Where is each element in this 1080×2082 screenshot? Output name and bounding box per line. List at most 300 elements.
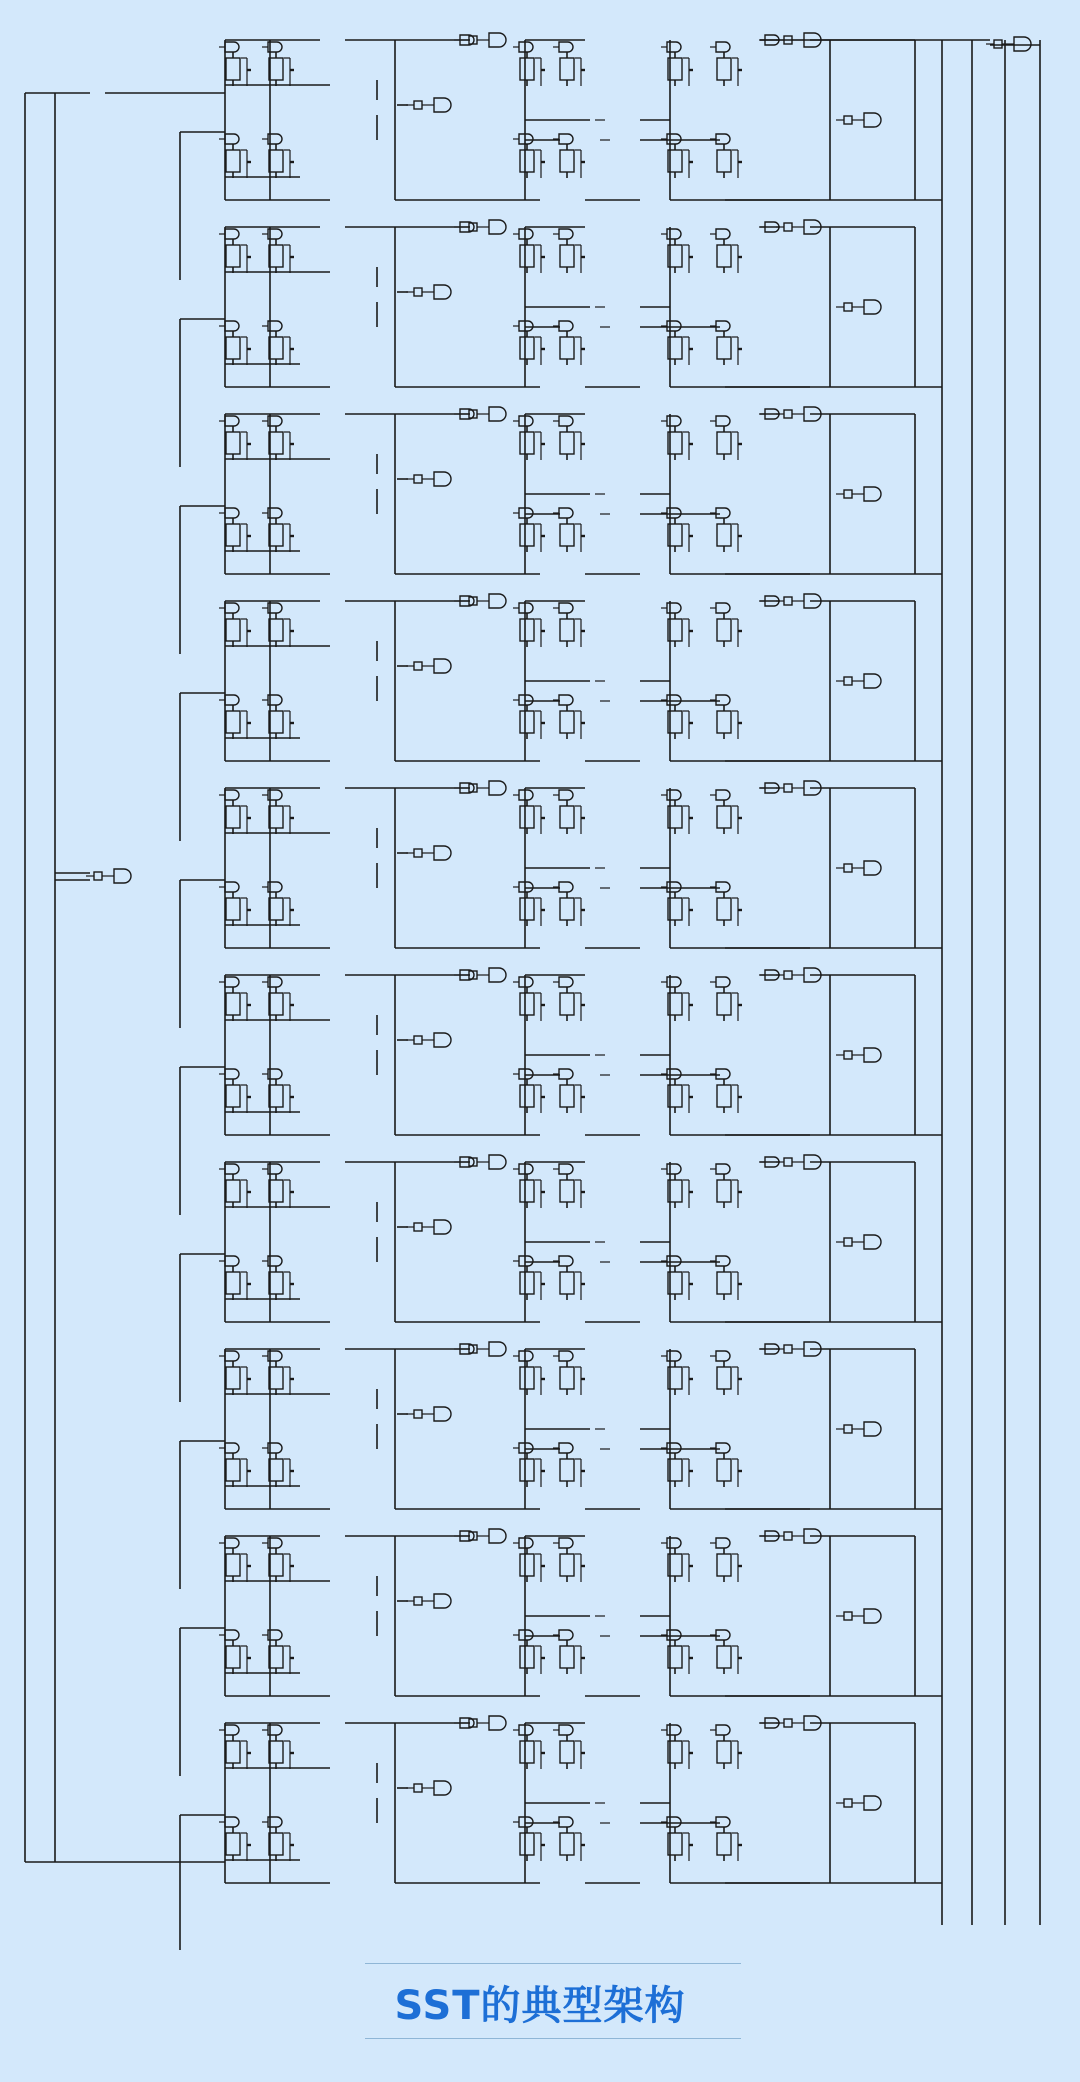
switch-device-icon — [520, 711, 534, 733]
dc-link — [345, 414, 540, 574]
switch-device-icon — [520, 1833, 534, 1855]
left-bus-rails — [25, 93, 225, 1862]
gate-driver-icon — [667, 1538, 681, 1548]
switch-device-icon — [560, 524, 574, 546]
switch-device-icon — [520, 1180, 534, 1202]
gate-driver-icon — [225, 1725, 239, 1735]
output-terminal-icon — [434, 1781, 451, 1795]
filter-node-icon — [414, 1410, 422, 1418]
gate-driver-icon — [559, 134, 573, 144]
switch-device-icon — [560, 1646, 574, 1668]
gate-driver-icon — [667, 134, 681, 144]
switch-device-icon — [269, 993, 283, 1015]
output-bridge — [454, 220, 640, 387]
gate-driver-icon — [667, 882, 681, 892]
switch-device-icon — [520, 1459, 534, 1481]
filter-node-icon — [844, 1238, 852, 1246]
switch-device-icon — [520, 1554, 534, 1576]
caption-rule-top — [365, 1963, 741, 1964]
dc-link — [345, 1162, 540, 1322]
switch-device-icon — [717, 524, 731, 546]
output-terminal-icon — [489, 594, 506, 608]
filter-node-icon — [784, 1158, 792, 1166]
switch-device-icon — [520, 993, 534, 1015]
filter-node-icon — [414, 1597, 422, 1605]
gate-driver-icon — [225, 1351, 239, 1361]
gate-driver-icon — [559, 790, 573, 800]
output-terminal-icon — [864, 487, 881, 501]
switch-device-icon — [560, 337, 574, 359]
switch-device-icon — [560, 432, 574, 454]
input-bridge — [180, 601, 330, 841]
gate-driver-icon — [519, 416, 533, 426]
switch-device-icon — [717, 1459, 731, 1481]
gate-driver-icon — [519, 1443, 533, 1453]
switch-device-icon — [226, 806, 240, 828]
gate-driver-icon — [716, 508, 730, 518]
dc-link — [345, 40, 540, 200]
gate-driver-icon — [225, 1443, 239, 1453]
output-terminal-icon — [864, 674, 881, 688]
gate-driver-icon — [716, 229, 730, 239]
output-terminal-icon — [489, 1716, 506, 1730]
gate-driver-icon — [519, 695, 533, 705]
gate-driver-icon — [716, 1630, 730, 1640]
gate-driver-icon — [716, 1164, 730, 1174]
switch-device-icon — [269, 245, 283, 267]
gate-driver-icon — [716, 1443, 730, 1453]
stage-3 — [180, 407, 942, 654]
switch-device-icon — [560, 1180, 574, 1202]
gate-driver-icon — [667, 1069, 681, 1079]
dc-link — [345, 601, 540, 761]
output-terminal-icon — [864, 113, 881, 127]
switch-device-icon — [520, 806, 534, 828]
gate-driver-icon — [519, 603, 533, 613]
switch-device-icon — [269, 1459, 283, 1481]
switch-device-icon — [520, 1741, 534, 1763]
gate-driver-icon — [559, 977, 573, 987]
output-terminal-icon — [1014, 37, 1031, 51]
switch-device-icon — [269, 711, 283, 733]
switch-device-icon — [717, 150, 731, 172]
switch-device-icon — [560, 711, 574, 733]
gate-driver-icon — [716, 882, 730, 892]
switch-device-icon — [560, 1459, 574, 1481]
output-bridge — [454, 1342, 640, 1509]
gate-driver-icon — [225, 1069, 239, 1079]
switch-device-icon — [226, 524, 240, 546]
output-terminal-icon — [434, 285, 451, 299]
gate-driver-icon — [667, 42, 681, 52]
gate-driver-icon — [559, 508, 573, 518]
gate-driver-icon — [559, 1164, 573, 1174]
output-filter — [640, 594, 942, 761]
switch-device-icon — [560, 1272, 574, 1294]
gate-driver-icon — [716, 790, 730, 800]
filter-node-icon — [94, 872, 102, 880]
switch-device-icon — [560, 1367, 574, 1389]
gate-driver-icon — [519, 134, 533, 144]
output-filter — [640, 407, 942, 574]
gate-driver-icon — [559, 42, 573, 52]
switch-device-icon — [226, 58, 240, 80]
switch-device-icon — [269, 1554, 283, 1576]
switch-device-icon — [717, 432, 731, 454]
filter-node-icon — [414, 662, 422, 670]
gate-driver-icon — [225, 508, 239, 518]
gate-driver-icon — [519, 1630, 533, 1640]
switch-device-icon — [226, 993, 240, 1015]
filter-node-icon — [414, 1784, 422, 1792]
switch-device-icon — [520, 58, 534, 80]
switch-device-icon — [520, 337, 534, 359]
gate-driver-icon — [519, 977, 533, 987]
switch-device-icon — [560, 806, 574, 828]
gate-driver-icon — [667, 1351, 681, 1361]
gate-driver-icon — [519, 1351, 533, 1361]
filter-node-icon — [784, 223, 792, 231]
gate-driver-icon — [559, 695, 573, 705]
output-bridge — [454, 407, 640, 574]
switch-device-icon — [269, 1272, 283, 1294]
output-filter — [640, 33, 942, 200]
switch-device-icon — [717, 1367, 731, 1389]
output-terminal-icon — [489, 1342, 506, 1356]
gate-driver-icon — [667, 1725, 681, 1735]
gate-driver-icon — [559, 1069, 573, 1079]
gate-driver-icon — [225, 1256, 239, 1266]
gate-driver-icon — [667, 321, 681, 331]
filter-node-icon — [844, 1799, 852, 1807]
gate-driver-icon — [716, 1817, 730, 1827]
gate-driver-icon — [559, 1725, 573, 1735]
output-filter — [640, 1155, 942, 1322]
output-bridge — [454, 1155, 640, 1322]
switch-device-icon — [560, 245, 574, 267]
output-terminal-icon — [489, 33, 506, 47]
gate-driver-icon — [667, 416, 681, 426]
gate-driver-icon — [667, 508, 681, 518]
stage-10 — [180, 1716, 942, 1950]
gate-driver-icon — [519, 1164, 533, 1174]
gate-driver-icon — [519, 1817, 533, 1827]
output-terminal-icon — [489, 781, 506, 795]
switch-device-icon — [269, 524, 283, 546]
switch-device-icon — [520, 1646, 534, 1668]
output-bridge — [454, 33, 640, 200]
input-bridge — [180, 975, 330, 1215]
output-bridge — [454, 781, 640, 948]
output-bridge — [454, 968, 640, 1135]
gate-driver-icon — [225, 1630, 239, 1640]
gate-driver-icon — [519, 790, 533, 800]
switch-device-icon — [560, 150, 574, 172]
switch-device-icon — [520, 524, 534, 546]
switch-device-icon — [269, 1085, 283, 1107]
filter-node-icon — [414, 101, 422, 109]
switch-device-icon — [226, 1554, 240, 1576]
switch-device-icon — [269, 58, 283, 80]
filter-node-icon — [844, 864, 852, 872]
switch-device-icon — [560, 1554, 574, 1576]
gate-driver-icon — [225, 790, 239, 800]
dc-link — [345, 227, 540, 387]
input-bridge — [180, 1723, 330, 1950]
gate-driver-icon — [716, 695, 730, 705]
gate-driver-icon — [225, 695, 239, 705]
switch-device-icon — [717, 1085, 731, 1107]
gate-driver-icon — [667, 229, 681, 239]
output-filter — [640, 968, 942, 1135]
output-terminal-icon — [864, 1609, 881, 1623]
output-terminal-icon — [434, 1407, 451, 1421]
filter-node-icon — [844, 490, 852, 498]
switch-device-icon — [717, 337, 731, 359]
gate-driver-icon — [559, 321, 573, 331]
gate-driver-icon — [716, 1256, 730, 1266]
gate-driver-icon — [225, 416, 239, 426]
output-terminal-icon — [864, 861, 881, 875]
switch-device-icon — [717, 1554, 731, 1576]
switch-device-icon — [520, 1367, 534, 1389]
switch-device-icon — [269, 432, 283, 454]
gate-driver-icon — [667, 1630, 681, 1640]
gate-driver-icon — [519, 882, 533, 892]
output-terminal-icon — [434, 1594, 451, 1608]
gate-driver-icon — [225, 134, 239, 144]
switch-device-icon — [226, 1367, 240, 1389]
filter-node-icon — [784, 1719, 792, 1727]
stage-2 — [180, 220, 942, 467]
gate-driver-icon — [519, 1256, 533, 1266]
gate-driver-icon — [667, 695, 681, 705]
caption-rule-bottom — [365, 2038, 741, 2039]
switch-device-icon — [717, 711, 731, 733]
output-filter — [640, 1529, 942, 1696]
dc-link — [345, 1723, 540, 1883]
gate-driver-icon — [519, 1725, 533, 1735]
filter-node-icon — [784, 784, 792, 792]
filter-node-icon — [994, 40, 1002, 48]
filter-node-icon — [414, 475, 422, 483]
gate-driver-icon — [667, 1443, 681, 1453]
filter-node-icon — [784, 971, 792, 979]
gate-driver-icon — [716, 1069, 730, 1079]
gate-driver-icon — [667, 603, 681, 613]
gate-driver-icon — [225, 977, 239, 987]
output-bridge — [454, 1529, 640, 1696]
gate-driver-icon — [667, 790, 681, 800]
switch-device-icon — [520, 898, 534, 920]
output-filter — [640, 1342, 942, 1509]
filter-node-icon — [784, 597, 792, 605]
output-filter — [640, 220, 942, 387]
gate-driver-icon — [716, 42, 730, 52]
gate-driver-icon — [667, 1817, 681, 1827]
filter-node-icon — [844, 1425, 852, 1433]
output-filter — [640, 1716, 942, 1883]
switch-device-icon — [560, 1085, 574, 1107]
dc-link — [345, 788, 540, 948]
output-terminal-icon — [434, 1220, 451, 1234]
switch-device-icon — [226, 1459, 240, 1481]
switch-device-icon — [717, 58, 731, 80]
gate-driver-icon — [519, 42, 533, 52]
switch-device-icon — [226, 1180, 240, 1202]
switch-device-icon — [269, 1367, 283, 1389]
switch-device-icon — [560, 1833, 574, 1855]
stage-9 — [180, 1529, 942, 1776]
switch-device-icon — [269, 898, 283, 920]
filter-node-icon — [844, 1051, 852, 1059]
switch-device-icon — [520, 619, 534, 641]
switch-device-icon — [717, 993, 731, 1015]
output-terminal-icon — [864, 1048, 881, 1062]
gate-driver-icon — [559, 603, 573, 613]
switch-device-icon — [560, 58, 574, 80]
gate-driver-icon — [519, 1069, 533, 1079]
gate-driver-icon — [716, 1351, 730, 1361]
output-terminal-icon — [114, 869, 131, 883]
switch-device-icon — [269, 806, 283, 828]
input-bridge — [180, 1162, 330, 1402]
filter-node-icon — [844, 303, 852, 311]
output-terminal-icon — [434, 98, 451, 112]
gate-driver-icon — [559, 416, 573, 426]
output-terminal-icon — [864, 1235, 881, 1249]
switch-device-icon — [269, 619, 283, 641]
switch-device-icon — [226, 1085, 240, 1107]
output-terminal-icon — [434, 659, 451, 673]
switch-device-icon — [269, 1180, 283, 1202]
switch-device-icon — [560, 619, 574, 641]
gate-driver-icon — [559, 1630, 573, 1640]
switch-device-icon — [226, 150, 240, 172]
output-terminal-icon — [489, 407, 506, 421]
gate-driver-icon — [716, 977, 730, 987]
output-terminal-icon — [434, 846, 451, 860]
gate-driver-icon — [559, 1256, 573, 1266]
stage-5 — [180, 781, 942, 1028]
filter-node-icon — [784, 410, 792, 418]
input-bridge — [180, 414, 330, 654]
switch-device-icon — [269, 150, 283, 172]
gate-driver-icon — [716, 321, 730, 331]
filter-node-icon — [414, 288, 422, 296]
gate-driver-icon — [559, 1817, 573, 1827]
switch-device-icon — [269, 1833, 283, 1855]
gate-driver-icon — [225, 882, 239, 892]
switch-device-icon — [226, 1833, 240, 1855]
switch-device-icon — [226, 619, 240, 641]
output-terminal-icon — [864, 1796, 881, 1810]
input-bridge — [180, 40, 330, 280]
gate-driver-icon — [225, 1538, 239, 1548]
switch-device-icon — [520, 1085, 534, 1107]
filter-node-icon — [414, 1036, 422, 1044]
diagram-caption: SST的典型架构 — [394, 1983, 686, 2029]
gate-driver-icon — [667, 1164, 681, 1174]
switch-device-icon — [717, 1180, 731, 1202]
gate-driver-icon — [225, 321, 239, 331]
switch-device-icon — [560, 1741, 574, 1763]
gate-driver-icon — [559, 229, 573, 239]
filter-node-icon — [844, 677, 852, 685]
output-bridge — [454, 594, 640, 761]
switch-device-icon — [717, 619, 731, 641]
gate-driver-icon — [716, 1538, 730, 1548]
gate-driver-icon — [519, 1538, 533, 1548]
switch-device-icon — [226, 337, 240, 359]
output-filter — [640, 781, 942, 948]
filter-node-icon — [844, 1612, 852, 1620]
gate-driver-icon — [559, 1351, 573, 1361]
switch-device-icon — [717, 1741, 731, 1763]
input-bridge — [180, 1536, 330, 1776]
gate-driver-icon — [225, 1164, 239, 1174]
gate-driver-icon — [225, 42, 239, 52]
filter-node-icon — [414, 1223, 422, 1231]
switch-device-icon — [226, 245, 240, 267]
stage-1 — [180, 33, 942, 280]
gate-driver-icon — [716, 1725, 730, 1735]
output-terminal-icon — [489, 1155, 506, 1169]
switch-device-icon — [226, 898, 240, 920]
switch-device-icon — [560, 898, 574, 920]
filter-node-icon — [414, 849, 422, 857]
output-terminal-icon — [489, 220, 506, 234]
switch-device-icon — [226, 711, 240, 733]
output-terminal-icon — [864, 1422, 881, 1436]
gate-driver-icon — [519, 229, 533, 239]
output-terminal-icon — [864, 300, 881, 314]
gate-driver-icon — [559, 1538, 573, 1548]
switch-device-icon — [717, 898, 731, 920]
filter-node-icon — [784, 1345, 792, 1353]
stage-6 — [180, 968, 942, 1215]
switch-device-icon — [226, 1272, 240, 1294]
switch-device-icon — [520, 1272, 534, 1294]
gate-driver-icon — [519, 508, 533, 518]
switch-device-icon — [717, 806, 731, 828]
gate-driver-icon — [716, 134, 730, 144]
output-bridge — [454, 1716, 640, 1883]
switch-device-icon — [520, 245, 534, 267]
switch-device-icon — [269, 1741, 283, 1763]
filter-node-icon — [844, 116, 852, 124]
switch-device-icon — [226, 1646, 240, 1668]
switch-device-icon — [560, 993, 574, 1015]
input-bridge — [180, 788, 330, 1028]
switch-device-icon — [269, 1646, 283, 1668]
switch-device-icon — [717, 1272, 731, 1294]
gate-driver-icon — [559, 1443, 573, 1453]
input-bridge — [180, 1349, 330, 1589]
gate-driver-icon — [225, 1817, 239, 1827]
filter-node-icon — [784, 1532, 792, 1540]
gate-driver-icon — [225, 229, 239, 239]
dc-link — [345, 1349, 540, 1509]
switch-device-icon — [717, 1833, 731, 1855]
gate-driver-icon — [225, 603, 239, 613]
gate-driver-icon — [716, 416, 730, 426]
dc-link — [345, 975, 540, 1135]
dc-link — [345, 1536, 540, 1696]
switch-device-icon — [717, 1646, 731, 1668]
output-terminal-icon — [434, 1033, 451, 1047]
switch-device-icon — [520, 432, 534, 454]
